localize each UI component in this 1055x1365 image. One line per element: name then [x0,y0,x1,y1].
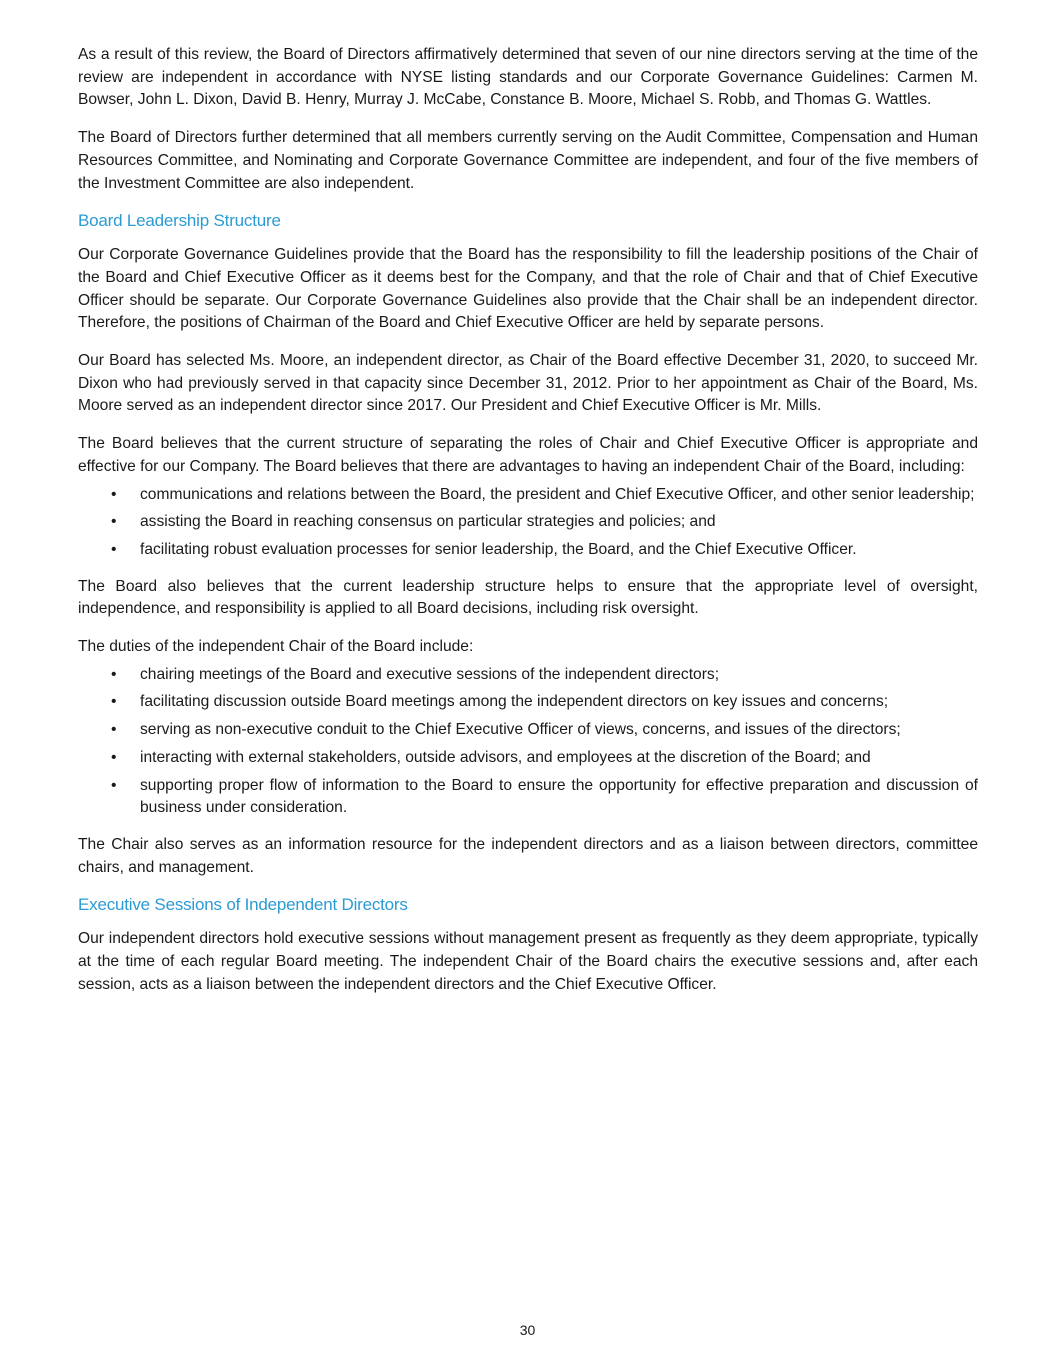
executive-sessions-heading: Executive Sessions of Independent Directors [78,895,408,915]
bullet-icon: • [111,540,117,558]
list-item [78,664,978,687]
bullet-icon: • [111,748,117,766]
list-item [78,775,978,820]
list-item [78,719,978,742]
bullet-icon: • [111,693,117,711]
duties-list [78,664,978,820]
list-item-text: serving as non-executive conduit to the Chief Executive Officer of views, concerns, and issues of the directors; [140,721,901,739]
list-item-text: chairing meetings of the Board and executive sessions of the independent directors; [140,665,720,683]
committee-independence-paragraph: The Board of Directors further determined that all members currently serving on the Audit Committee, Compensation and Human Resources Committee, and Nominating and Corporate Governance Committee are independent, and four of the five members of the Investment Committee are also independent. [78,129,978,192]
list-item [78,484,978,507]
list-item [78,539,978,562]
page-number: 30 [519,1322,536,1338]
list-item-text: facilitating discussion outside Board meetings among the independent directors on key issues and concerns; [140,693,889,711]
advantages-list [78,484,978,562]
list-item [78,747,978,770]
bullet-icon: • [111,485,117,503]
list-item [78,511,978,534]
list-item [78,691,978,714]
list-item-text: assisting the Board in reaching consensus on particular strategies and policies; and [140,513,716,531]
executive-sessions-paragraph: Our independent directors hold executive sessions without management present as frequently as they deem appropriate, typically at the time of each regular Board meeting. The independent Chair of the Board chairs the executive sessions and, after each session, acts as a liaison between the independent directors and the Chief Executive Officer. [78,930,978,993]
risk-oversight-paragraph: The Board also believes that the current leadership structure helps to ensure that the appropriate level of oversight, independence, and responsibility is applied to all Board decisions, including risk oversight. [78,577,978,618]
chair-duties-intro-paragraph: The duties of the independent Chair of the Board include: [78,638,474,656]
information-resource-paragraph: The Chair also serves as an information resource for the independent directors and as a liaison between directors, committee chairs, and management. [78,835,978,876]
list-item-text: interacting with external stakeholders, outside advisors, and employees at the discretion of the Board; and [140,748,871,766]
bullet-icon: • [111,776,117,794]
list-item-text: supporting proper flow of information to the Board to ensure the opportunity for effective preparation and discussion of business under consideration. [140,776,978,817]
list-item-text: communications and relations between the Board, the president and Chief Executive Officer, and other senior leadership; [140,485,975,503]
document-page [78,44,978,1012]
bullet-icon: • [111,513,117,531]
governance-guidelines-paragraph: Our Corporate Governance Guidelines provide that the Board has the responsibility to fill the leadership positions of the Chair of the Board and Chief Executive Officer as it deems best for the Company, and that the role of Chair and that of Chief Executive Officer should be separate. Our Corporate Governance Guidelines also provide that the Chair shall be an independent director. Therefore, the positions of Chairman of the Board and Chief Executive Officer are held by separate persons. [78,246,978,332]
bullet-icon: • [111,721,117,739]
chair-selection-paragraph: Our Board has selected Ms. Moore, an independent director, as Chair of the Board effective December 31, 2020, to succeed Mr. Dixon who had previously served in that capacity since December 31, 2012. Prior to her appointment as Chair of the Board, Ms. Moore served as an independent director since 2017. Our President and Chief Executive Officer is Mr. Mills. [78,352,978,415]
independence-determination-paragraph: As a result of this review, the Board of Directors affirmatively determined that seven of our nine directors serving at the time of the review are independent in accordance with NYSE listing standards and our Corporate Governance Guidelines: Carmen M. Bowser, John L. Dixon, David B. Henry, Murray J. McCabe, Constance B. Moore, Michael S. Robb, and Thomas G. Wattles. [78,46,978,109]
list-item-text: facilitating robust evaluation processes for senior leadership, the Board, and the Chief Executive Officer. [140,540,857,558]
separate-roles-paragraph: The Board believes that the current structure of separating the roles of Chair and Chief Executive Officer is appropriate and effective for our Company. The Board believes that there are advantages to having an independent Chair of the Board, including: [78,435,978,475]
bullet-icon: • [111,665,117,683]
board-leadership-structure-heading: Board Leadership Structure [78,211,281,231]
